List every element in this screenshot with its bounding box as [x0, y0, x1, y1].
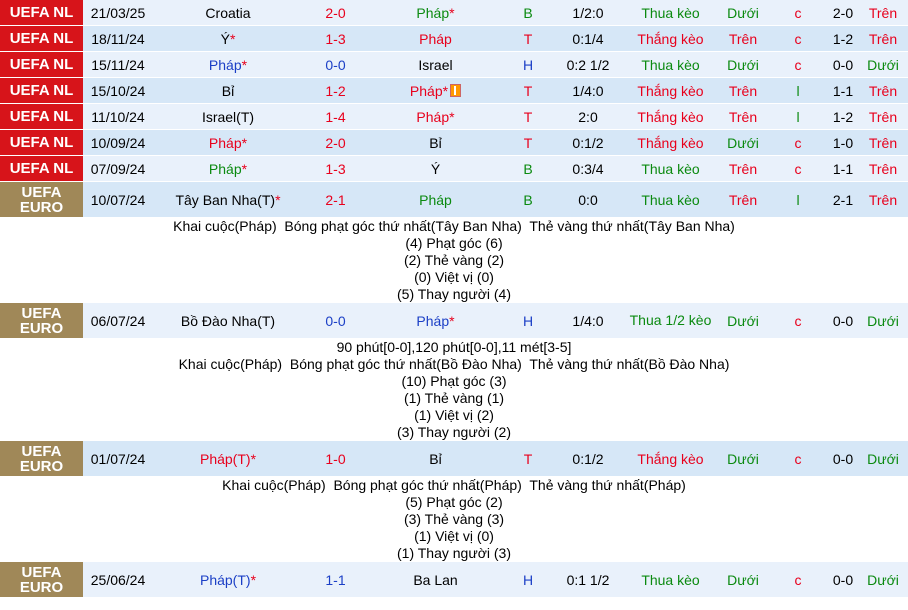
win-lose-indicator: T: [503, 130, 553, 156]
half-over-under: Dưới: [858, 303, 908, 339]
win-lose-indicator: B: [503, 0, 553, 26]
match-row[interactable]: [0, 303, 908, 339]
odd-even: c: [768, 303, 828, 339]
away-team-name: Pháp: [416, 4, 450, 21]
home-team-mark: *: [275, 191, 281, 208]
score[interactable]: 2-0: [303, 0, 368, 26]
match-date: 25/06/24: [83, 562, 153, 598]
over-under: Trên: [718, 182, 768, 218]
win-lose-indicator: T: [503, 104, 553, 130]
win-lose-indicator: B: [503, 182, 553, 218]
stat-line: Khai cuộc(Pháp) Bóng phạt góc thứ nhất(Bồ Đào Nha) Thẻ vàng thứ nhất(Bồ Đào Nha): [178, 356, 730, 372]
half-over-under: Trên: [858, 78, 908, 104]
over-under: Dưới: [718, 441, 768, 477]
away-team-mark: *: [449, 4, 455, 21]
home-team-name: Bồ Đào Nha(T): [180, 312, 276, 329]
score[interactable]: 1-2: [303, 78, 368, 104]
half-time-score: 0-0: [828, 441, 858, 477]
half-time-score: 0-0: [828, 303, 858, 339]
competition-badge[interactable]: UEFA NL: [0, 104, 83, 130]
over-under: Trên: [718, 156, 768, 182]
stat-line: (1) Việt vị (0): [414, 528, 494, 544]
handicap-result: Thua kèo: [623, 562, 718, 598]
win-lose-indicator: H: [503, 562, 553, 598]
handicap: 1/4:0: [553, 78, 623, 104]
half-over-under: Trên: [858, 156, 908, 182]
competition-badge[interactable]: UEFA NL: [0, 130, 83, 156]
match-row[interactable]: [0, 0, 908, 26]
kickoff-summary: Khai cuộc(Pháp) Bóng phạt góc thứ nhất(Tây Ban Nha) Thẻ vàng thứ nhất(Tây Ban Nha): [173, 218, 735, 234]
half-time-score: 1-1: [828, 78, 858, 104]
home-team-name: Croatia: [205, 4, 251, 21]
half-over-under: Dưới: [858, 562, 908, 598]
win-lose-indicator: T: [503, 441, 553, 477]
odd-even: c: [768, 52, 828, 78]
over-under: Trên: [718, 104, 768, 130]
handicap: 2:0: [553, 104, 623, 130]
away-team[interactable]: [368, 156, 503, 182]
handicap-result: Thua kèo: [623, 0, 718, 26]
competition-badge[interactable]: UEFA NL: [0, 26, 83, 52]
away-team-mark: *: [442, 82, 449, 99]
match-date: 06/07/24: [83, 303, 153, 339]
over-under: Dưới: [718, 0, 768, 26]
score[interactable]: 0-0: [303, 52, 368, 78]
home-team-mark: *: [241, 134, 248, 151]
away-team[interactable]: [368, 303, 503, 339]
match-date: 15/10/24: [83, 78, 153, 104]
stat-line: (3) Thay người (2): [397, 424, 511, 440]
stat-line: (4) Phạt góc (6): [405, 235, 503, 251]
home-team-name: Israel(T): [201, 108, 255, 125]
away-team-name: Pháp: [416, 312, 450, 329]
half-time-score: 0-0: [828, 52, 858, 78]
match-row[interactable]: [0, 156, 908, 182]
over-under: Dưới: [718, 52, 768, 78]
match-detail-row: [0, 218, 908, 303]
over-under: Dưới: [718, 562, 768, 598]
over-under: Trên: [718, 26, 768, 52]
match-row[interactable]: [0, 52, 908, 78]
handicap-result: Thua kèo: [623, 182, 718, 218]
handicap-result: Thắng kèo: [623, 104, 718, 130]
odd-even: c: [768, 0, 828, 26]
half-time-score: 2-1: [828, 182, 858, 218]
away-team[interactable]: [368, 182, 503, 218]
away-team[interactable]: [368, 26, 503, 52]
handicap-result: Thắng kèo: [623, 78, 718, 104]
stat-line: (1) Thẻ vàng (1): [403, 390, 505, 406]
over-under: Trên: [718, 78, 768, 104]
match-detail-row: [0, 339, 908, 441]
home-team-name: Pháp: [208, 134, 242, 151]
match-row[interactable]: [0, 104, 908, 130]
half-over-under: Trên: [858, 104, 908, 130]
score[interactable]: 1-3: [303, 26, 368, 52]
match-date: 01/07/24: [83, 441, 153, 477]
score[interactable]: 1-3: [303, 156, 368, 182]
competition-badge[interactable]: UEFA NL: [0, 52, 83, 78]
win-lose-indicator: H: [503, 52, 553, 78]
handicap: 0:2 1/2: [553, 52, 623, 78]
home-team-mark: *: [250, 571, 257, 588]
score[interactable]: 2-0: [303, 130, 368, 156]
away-team-name: Pháp: [419, 30, 452, 47]
competition-badge[interactable]: UEFA NL: [0, 0, 83, 26]
half-over-under: Dưới: [858, 441, 908, 477]
odd-even: l: [768, 182, 828, 218]
handicap: 0:1/2: [553, 441, 623, 477]
handicap-result: Thắng kèo: [623, 26, 718, 52]
score[interactable]: 0-0: [303, 303, 368, 339]
handicap-result: Thua 1/2 kèo: [623, 303, 718, 339]
stat-line: (5) Thay người (4): [397, 286, 511, 302]
away-team-mark: *: [449, 108, 455, 125]
odd-even: l: [768, 104, 828, 130]
stat-line: (10) Phạt góc (3): [401, 373, 507, 389]
away-team[interactable]: [368, 130, 503, 156]
stat-line: (1) Thay người (3): [397, 545, 511, 561]
competition-badge[interactable]: UEFA EURO: [0, 441, 83, 477]
home-team[interactable]: [153, 52, 303, 78]
away-team-name: Ý: [430, 160, 441, 177]
home-team-mark: *: [229, 30, 236, 47]
half-over-under: Trên: [858, 26, 908, 52]
away-team-name: Ba Lan: [413, 571, 458, 588]
win-lose-indicator: T: [503, 78, 553, 104]
match-row[interactable]: [0, 130, 908, 156]
half-time-score: 2-0: [828, 0, 858, 26]
match-detail-row: [0, 477, 908, 562]
away-team-name: Pháp: [416, 108, 450, 125]
away-team[interactable]: [368, 441, 503, 477]
score[interactable]: 1-4: [303, 104, 368, 130]
match-stats: [0, 218, 908, 303]
over-under: Dưới: [718, 130, 768, 156]
away-team[interactable]: [368, 52, 503, 78]
half-time-score: 1-0: [828, 130, 858, 156]
half-time-score: 0-0: [828, 562, 858, 598]
away-team-name: Bỉ: [429, 450, 442, 467]
home-team-mark: *: [241, 160, 248, 177]
match-date: 11/10/24: [83, 104, 153, 130]
home-team-mark: *: [241, 56, 248, 73]
win-lose-indicator: T: [503, 26, 553, 52]
away-team[interactable]: [368, 78, 503, 104]
match-row[interactable]: [0, 562, 908, 598]
home-team[interactable]: [153, 562, 303, 598]
half-over-under: Dưới: [858, 52, 908, 78]
match-date: 21/03/25: [83, 0, 153, 26]
match-row[interactable]: [0, 182, 908, 218]
handicap: 0:0: [553, 182, 623, 218]
home-team[interactable]: [153, 441, 303, 477]
away-team[interactable]: [368, 562, 503, 598]
away-team-name: Israel: [418, 56, 453, 73]
competition-badge[interactable]: UEFA EURO: [0, 562, 83, 598]
home-team-name: Pháp: [208, 160, 242, 177]
home-team[interactable]: [153, 130, 303, 156]
match-stats: [0, 477, 908, 562]
stat-line: (5) Phạt góc (2): [405, 494, 503, 510]
win-lose-indicator: B: [503, 156, 553, 182]
match-row[interactable]: [0, 78, 908, 104]
odd-even: c: [768, 562, 828, 598]
handicap: 1/4:0: [553, 303, 623, 339]
handicap-result: Thắng kèo: [623, 441, 718, 477]
home-team[interactable]: [153, 156, 303, 182]
stat-line: 90 phút[0-0],120 phút[0-0],11 mét[3-5]: [336, 339, 572, 355]
home-team[interactable]: [153, 303, 303, 339]
away-team-mark: *: [449, 312, 455, 329]
half-over-under: Trên: [858, 0, 908, 26]
score[interactable]: 1-0: [303, 441, 368, 477]
handicap: 0:1/4: [553, 26, 623, 52]
kickoff-summary: Khai cuộc(Pháp) Bóng phạt góc thứ nhất(Pháp) Thẻ vàng thứ nhất(Pháp): [222, 477, 686, 493]
stat-line: (3) Thẻ vàng (3): [403, 511, 505, 527]
home-team[interactable]: [153, 78, 303, 104]
home-team[interactable]: [153, 0, 303, 26]
home-team[interactable]: [153, 104, 303, 130]
odd-even: c: [768, 441, 828, 477]
home-team-name: Pháp(T): [199, 571, 251, 588]
handicap: 0:1/2: [553, 130, 623, 156]
handicap: 0:3/4: [553, 156, 623, 182]
home-team-name: Bỉ: [221, 82, 235, 99]
handicap-result: Thua kèo: [623, 52, 718, 78]
half-over-under: Trên: [858, 182, 908, 218]
match-date: 15/11/24: [83, 52, 153, 78]
competition-badge[interactable]: UEFA EURO: [0, 182, 83, 218]
away-team-name: Pháp: [409, 82, 443, 99]
stat-line: (2) Thẻ vàng (2): [403, 252, 505, 268]
score[interactable]: 2-1: [303, 182, 368, 218]
match-date: 18/11/24: [83, 26, 153, 52]
away-team[interactable]: [368, 0, 503, 26]
handicap-result: Thua kèo: [623, 156, 718, 182]
match-row[interactable]: [0, 26, 908, 52]
odd-even: l: [768, 78, 828, 104]
handicap: 0:1 1/2: [553, 562, 623, 598]
stat-line: (0) Việt vị (0): [414, 269, 494, 285]
match-row[interactable]: [0, 441, 908, 477]
win-lose-indicator: H: [503, 303, 553, 339]
match-stats: [0, 339, 908, 441]
home-team[interactable]: [153, 26, 303, 52]
match-date: 10/09/24: [83, 130, 153, 156]
odd-even: c: [768, 130, 828, 156]
home-team-name: Ý: [220, 30, 230, 47]
stat-line: (1) Việt vị (2): [414, 407, 494, 423]
competition-badge[interactable]: UEFA NL: [0, 156, 83, 182]
handicap-result: Thắng kèo: [623, 130, 718, 156]
match-date: 10/07/24: [83, 182, 153, 218]
half-time-score: 1-1: [828, 156, 858, 182]
handicap: 1/2:0: [553, 0, 623, 26]
competition-badge[interactable]: UEFA EURO: [0, 303, 83, 339]
over-under: Dưới: [718, 303, 768, 339]
half-time-score: 1-2: [828, 104, 858, 130]
away-team-name: Bỉ: [429, 134, 442, 151]
half-over-under: Trên: [858, 130, 908, 156]
half-time-score: 1-2: [828, 26, 858, 52]
home-team[interactable]: [153, 182, 303, 218]
match-date: 07/09/24: [83, 156, 153, 182]
odd-even: c: [768, 156, 828, 182]
home-team-name: Pháp(T): [199, 450, 251, 467]
away-team-name: Pháp: [419, 191, 452, 208]
competition-badge[interactable]: UEFA NL: [0, 78, 83, 104]
home-team-mark: *: [250, 450, 257, 467]
away-team[interactable]: [368, 104, 503, 130]
home-team-name: Pháp: [208, 56, 242, 73]
score[interactable]: 1-1: [303, 562, 368, 598]
odd-even: c: [768, 26, 828, 52]
red-card-icon: [450, 84, 461, 97]
home-team-name: Tây Ban Nha(T): [175, 191, 276, 208]
